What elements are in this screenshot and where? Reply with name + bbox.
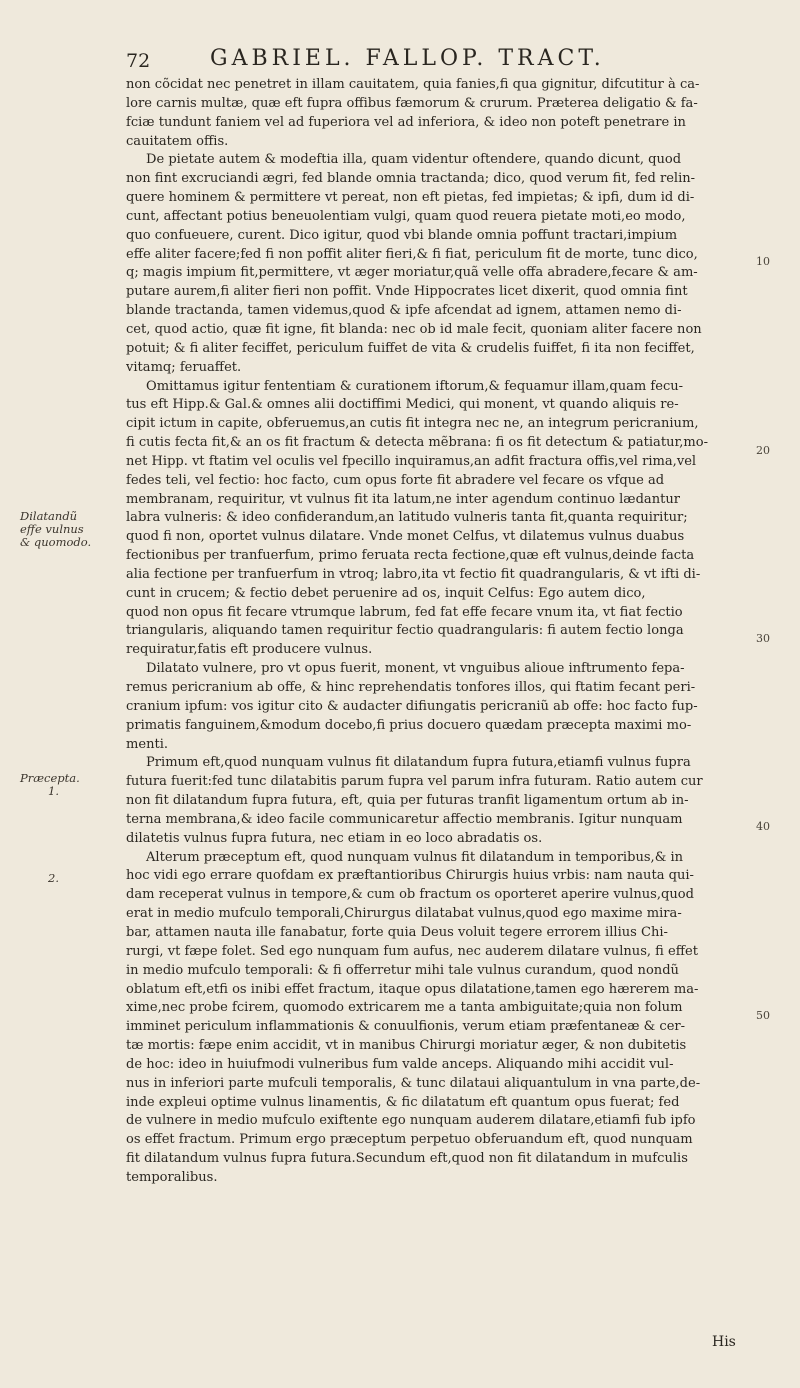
text-line: De pietate autem & modeftia illa, quam videntur oftendere, quando dicunt, quod	[146, 152, 682, 168]
text-line: cipit ictum in capite, obferuemus,an cutis fit integra nec ne, an integrum pericranium,	[126, 416, 699, 432]
margin-note-line: 2.	[48, 871, 59, 885]
text-line: cunt in crucem; & fectio debet peruenire ad os, inquit Celfus: Ego autem dico,	[126, 585, 646, 601]
line-number: 20	[756, 444, 770, 457]
text-line: Alterum præceptum eft, quod nunquam vulnus fit dilatandum in temporibus,& in	[146, 849, 684, 865]
text-line: temporalibus.	[126, 1169, 218, 1185]
text-line: q; magis impium fit,permittere, vt ӕger moriatur,quã velle offa abradere,fecare & am-	[126, 265, 698, 281]
text-line: quo confueuere, curent. Dico igitur, quod vbi blande omnia poffunt tractari,impium	[126, 227, 678, 243]
text-line: quod fi non, oportet vulnus dilatare. Vnde monet Celfus, vt dilatemus vulnus duabus	[126, 529, 685, 545]
body-text	[126, 76, 742, 1188]
text-line: terna membrana,& ideo facile communicaretur affectio membranis. Igitur nunquam	[126, 811, 683, 827]
text-line: in medio mufculo temporali: & fi offerretur mihi tale vulnus curandum, quod nondũ	[126, 962, 679, 978]
text-line: fit dilatandum vulnus fupra futura.Secundum eft,quod non fit dilatandum in mufculis	[126, 1151, 688, 1167]
text-line: xime,nec probe fcirem, quomodo extricarem me a tanta ambiguitate;quia non folum	[126, 1000, 683, 1016]
text-line: effe aliter facere;fed fi non poffit aliter fieri,& fi fiat, periculum fit de morte, tunc dico,	[126, 246, 698, 262]
text-line: fciæ tundunt faniem vel ad fuperiora vel ad inferiora, & ideo non poteft penetrare in	[126, 114, 686, 130]
text-line: remus pericranium ab offe, & hinc reprehendatis tonfores illos, qui ftatim fecant peri-	[126, 680, 696, 695]
line-number: 10	[756, 255, 770, 268]
text-line: menti.	[126, 736, 169, 752]
text-line: primatis fanguinem,&modum docebo,fi prius docuero quӕdam præcepta maximi mo-	[126, 717, 692, 733]
text-line: quod non opus fit fecare vtrumque labrum, fed fat effe fecare vnum ita, vt fiat fectio	[126, 604, 683, 620]
margin-note-line: & quomodo.	[20, 535, 92, 549]
text-line: blande tractanda, tamen videmus,quod & ipfe afcendat ad ignem, attamen nemo di-	[126, 303, 682, 319]
page-header	[0, 44, 800, 74]
text-line: bar, attamen nauta ille fanabatur, forte quia Deus voluit tegere errorem illius Chi-	[126, 924, 668, 940]
text-line: labra vulneris: & ideo confiderandum,an latitudo vulneris tanta fit,quanta requiritur;	[126, 510, 688, 526]
line-number: 50	[756, 1009, 770, 1022]
text-line: cranium ipfum: vos igitur cito & audacter difiungatis pericraniũ ab offe: hoc facto fup-	[126, 698, 698, 714]
running-title: GABRIEL. FALLOP. TRACT.	[210, 46, 605, 71]
text-line: potuit; & fi aliter feciffet, periculum fuiffet de vita & crudelis fuiffet, fi ita non feciffet,	[126, 340, 695, 356]
margin-note-praecepta	[20, 772, 80, 798]
text-line: oblatum eft,etfi os inibi effet fractum, itaque opus dilatatione,tamen ego hærerem ma-	[126, 981, 699, 997]
text-line: inde expleui optime vulnus linamentis, & fic dilatatum eft quantum opus fuerat; fed	[126, 1094, 680, 1110]
text-line: dam receperat vulnus in tempore,& cum ob fractum os oporteret aperire vulnus,quod	[126, 887, 694, 903]
margin-note-line: Præcepta.	[20, 771, 80, 785]
line-number: 40	[756, 820, 770, 833]
text-line: alia fectione per tranfuerfum in vtroq; labro,ita vt fectio fit quadrangularis, & vt ifti di-	[126, 566, 701, 582]
text-line: fi cutis fecta fit,& an os fit fractum & detecta mẽbrana: fi os fit detectum & patiatur,mo-	[126, 435, 709, 451]
text-line: quere hominem & permittere vt pereat, non eft pietas, fed impietas; & ipfi, dum id di-	[126, 190, 695, 206]
text-line: tus eft Hipp.& Gal.& omnes alii doctiffimi Medici, qui monent, vt quando aliquis re-	[126, 397, 679, 413]
text-line: triangularis, aliquando tamen requiritur fectio quadrangularis: fi autem fectio longa	[126, 623, 684, 639]
text-line: Primum eft,quod nunquam vulnus fit dilatandum fupra futura,etiamfi vulnus fupra	[146, 755, 691, 771]
text-line: cet, quod actio, quӕ fit igne, fit blanda: nec ob id male fecit, quoniam aliter facere non	[126, 321, 702, 337]
text-line: non fit dilatandum fupra futura, eft, quia per futuras tranfit ligamentum ortum ab in-	[126, 793, 689, 809]
margin-note-dilatandum	[20, 510, 91, 549]
text-line: de hoc: ideo in huiufmodi vulneribus fum valde anceps. Aliquando mihi accidit vul-	[126, 1056, 674, 1072]
text-line: futura fuerit:fed tunc dilatabitis parum fupra vel parum infra futuram. Ratio autem cur	[126, 774, 703, 790]
text-line: lore carnis multæ, quæ eft fupra offibus fæmorum & crurum. Prӕterea deligatio & fa-	[126, 95, 698, 111]
margin-note-line: Dilatandũ	[20, 509, 78, 523]
text-line: requiratur,fatis eft producere vulnus.	[126, 642, 373, 658]
margin-note-2	[48, 872, 59, 885]
text-line: cunt, affectant potius beneuolentiam vulgi, quam quod reuera pietate moti,eo modo,	[126, 208, 686, 224]
text-line: dilatetis vulnus fupra futura, nec etiam in eo loco abradatis os.	[126, 830, 543, 846]
text-line: membranam, requiritur, vt vulnus fit ita latum,ne inter agendum continuo lædantur	[126, 491, 680, 507]
line-number: 30	[756, 632, 770, 645]
text-line: putare aurem,fi aliter fieri non poffit. Vnde Hippocrates licet dixerit, quod omnia fint	[126, 284, 688, 300]
catchword: His	[712, 1334, 736, 1350]
text-line: non fint excruciandi ægri, fed blande omnia tractanda; dico, quod verum fit, fed relin-	[126, 171, 696, 187]
text-line: tæ mortis: fæpe enim accidit, vt in manibus Chirurgi moriatur æger, & non dubitetis	[126, 1038, 687, 1054]
text-line: erat in medio mufculo temporali,Chirurgus dilatabat vulnus,quod ego maxime mira-	[126, 906, 682, 922]
text-line: non cõcidat nec penetret in illam cauitatem, quia fanies,fi qua gignitur, difcutitur à ca-	[126, 77, 700, 92]
page-number: 72	[126, 50, 151, 72]
text-line: net Hipp. vt ftatim vel oculis vel fpecillo inquiramus,an adfit fractura offis,vel rima,vel	[126, 453, 697, 469]
text-line: Dilatato vulnere, pro vt opus fuerit, monent, vt vnguibus alioue inftrumento fepa-	[146, 661, 685, 677]
margin-note-line: 1.	[48, 784, 59, 798]
text-line: fectionibus per tranfuerfum, primo feruata recta fectione,quӕ eft vulnus,deinde facta	[126, 548, 695, 564]
text-line: os effet fractum. Primum ergo prӕceptum perpetuo obferuandum eft, quod nunquam	[126, 1132, 693, 1148]
text-line: Omittamus igitur fententiam & curationem iftorum,& fequamur illam,quam fecu-	[146, 378, 684, 394]
text-line: cauitatem offis.	[126, 133, 229, 149]
text-line: imminet periculum inflammationis & conuulfionis, verum etiam prӕfentaneӕ & cer-	[126, 1019, 686, 1035]
text-line: vitamq; feruaffet.	[126, 359, 242, 375]
text-line: hoc vidi ego errare quofdam ex præftantioribus Chirurgis huius vrbis: nam nauta qui-	[126, 868, 694, 884]
text-line: de vulnere in medio mufculo exiftente ego nunquam auderem dilatare,etiamfi fub ipfo	[126, 1113, 696, 1129]
text-line: rurgi, vt fæpe folet. Sed ego nunquam fum aufus, nec auderem dilatare vulnus, fi effet	[126, 943, 698, 959]
text-line: nus in inferiori parte mufculi temporalis, & tunc dilataui aliquantulum in vna parte,de-	[126, 1075, 701, 1091]
margin-note-line: effe vulnus	[20, 522, 84, 536]
text-line: fedes teli, vel fectio: hoc facto, cum opus forte fit abradere vel fecare os vfque ad	[126, 472, 665, 488]
